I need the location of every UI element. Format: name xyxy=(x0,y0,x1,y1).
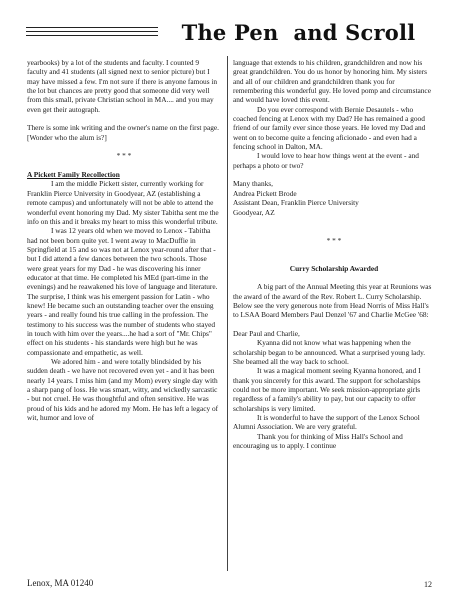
article-paragraph: language that extends to his children, grandchildren and now his great grandchildren. You do us honor by honoring him. My sisters and all of our children and grandchildren thank you for remembering this wonderful guy. He loved pomp and circumstance and would have loved this event. xyxy=(233,58,431,105)
signoff: Many thanks, xyxy=(233,179,273,189)
yearbook-paragraph: yearbooks) by a lot of the students and faculty. I counted 9 faculty and 41 students (all signed next to senior picture) but I may have missed a few. I'm not sure if there is anyone famous in the lot but chances are pretty good that someone did very well from this small, private Christian school in MA.... and you may even get their autograph. xyxy=(27,58,218,114)
article-paragraph: I would love to hear how things went at the event - and perhaps a photo or two? xyxy=(233,151,419,170)
signature-place: Goodyear, AZ xyxy=(233,207,275,217)
article-paragraph: I am the middle Pickett sister, currently working for Franklin Pierce University in Goodyear, AZ (establishing a remote campus) and unfortunately will not be able to attend the wonderful event honoring my Dad. My sister Tabitha sent me the info on this and it breaks my heart to miss this wonderful tribute. xyxy=(27,179,219,226)
section-separator: * * * xyxy=(326,235,342,245)
article-paragraph: A big part of the Annual Meeting this year at Reunions was the award of the award of the Rev. Robert L. Curry Scholarship. Below see the very generous note from Head Norris of Miss Hall's to LSAA Board Members Paul Denzel '67 and Charlie McGee '68: xyxy=(233,282,432,320)
masthead-title-text: The Pen and Scroll xyxy=(181,19,416,45)
column-divider xyxy=(227,56,228,571)
article-heading-pickett: A Pickett Family Recollection xyxy=(27,170,120,180)
signature-name: Andrea Pickett Brode xyxy=(233,188,297,198)
article-paragraph: I was 12 years old when we moved to Lenox - Tabitha had not been born quite yet. I went away to MacDuffie in Springfield at 15 and so was not at Lenox year-round after that - but I did attend a few dances between the two schools. Those were great years for my Dad - he was discovering his inner educator at that time. He completed his MEd (part-time in the evenings) and he reawakened his love of language and literature. The surprise, I think was his emergent passion for Latin - who knew! He became such an outstanding teacher over the ensuing years - and really found his true calling in the profession. The testimony to his success was the number of students who stayed in touch with him over the years....he had a sort of "Mr. Chips" effect on his students - his standards were high but he was compassionate and empathetic, as well. xyxy=(27,226,218,357)
letter-salutation: Dear Paul and Charlie, xyxy=(233,328,300,338)
left-column xyxy=(27,58,221,422)
right-column xyxy=(233,58,435,450)
letter-paragraph: Kyanna did not know what was happening when the scholarship began to be announced. What a surprised young lady. She beamed all the way back to school. xyxy=(233,338,426,366)
letter-paragraph: Thank you for thinking of Miss Hall's School and encouraging us to apply. I continue xyxy=(233,431,403,451)
section-separator: * * * xyxy=(116,151,132,161)
masthead xyxy=(26,12,439,52)
article-paragraph: Do you ever correspond with Bernie Desautels - who coached fencing at Lenox with my Dad? He has remained a good friend of our family ever since those years. He loved my Dad and went on to become quite a fencing aficionado - and even had a fencing school in Dalton, MA. xyxy=(233,104,426,152)
article-paragraph: We adored him - and were totally blindsided by his sudden death - we have not recovered even yet - and it has been nearly 14 years. I miss him (and my Mom) every single day with a sharp pang of loss. He was smart, witty, and wickedly sarcastic - but not cruel. He was thoughtful and often sensitive. He was proud of his kids and he adored my Mom. He has left a legacy of wit, humor and love of xyxy=(27,357,219,423)
letter-paragraph: It was a magical moment seeing Kyanna honored, and I thank you sincerely for this award. The support for scholarships could not be more important. We seek mission-appropriate girls regardless of a family's ability to pay, but our capacity to offer scholarships is very limited. xyxy=(233,366,421,413)
signature-title: Assistant Dean, Franklin Pierce University xyxy=(233,198,359,208)
masthead-title xyxy=(158,17,439,47)
letter-paragraph: It is wonderful to have the support of the Lenox School Alumni Association. We are very grateful. xyxy=(233,413,420,432)
footer-location: Lenox, MA 01240 xyxy=(27,578,94,588)
ink-note-paragraph: There is some ink writing and the owner's name on the first page. [Wonder who the alum is?] xyxy=(27,123,220,142)
page-number: 12 xyxy=(424,580,432,589)
article-heading-curry: Curry Scholarship Awarded xyxy=(289,263,379,273)
